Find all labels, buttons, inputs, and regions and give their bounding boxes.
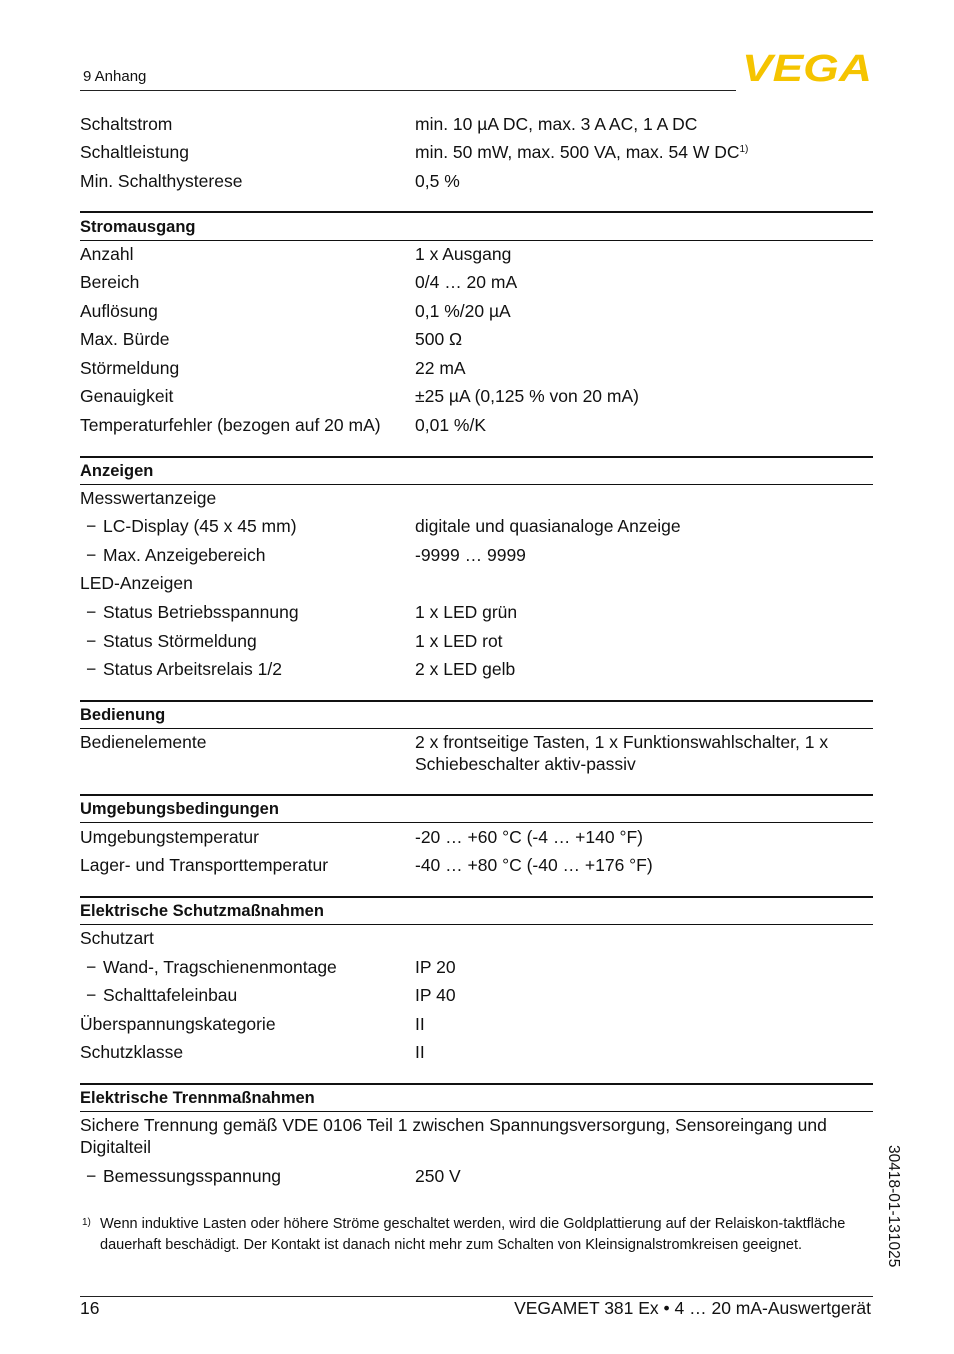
spec-key: Min. Schalthysterese <box>80 171 243 191</box>
spec-value: 22 mA <box>415 358 466 378</box>
spec-key: Anzahl <box>80 244 134 264</box>
spec-value: II <box>415 1042 425 1062</box>
document-title: VEGAMET 381 Ex • 4 … 20 mA-Auswertgerät <box>514 1298 871 1318</box>
vega-logo <box>742 50 872 84</box>
spec-value: -9999 … 9999 <box>415 545 526 565</box>
list-dash: − <box>86 545 97 565</box>
spec-key: Umgebungstemperatur <box>80 827 259 847</box>
spec-value: 0/4 … 20 mA <box>415 272 518 292</box>
spec-key: Temperaturfehler (bezogen auf 20 mA) <box>80 415 381 435</box>
spec-key <box>86 658 282 680</box>
section-rule <box>80 822 873 823</box>
list-dash: − <box>86 957 97 977</box>
spec-key-text: Max. Anzeigebereich <box>103 545 266 565</box>
spec-key <box>86 630 257 652</box>
spec-key: Schaltstrom <box>80 114 173 134</box>
spec-key: Messwertanzeige <box>80 488 217 508</box>
spec-key: Schutzart <box>80 928 154 948</box>
spec-value: 1 x Ausgang <box>415 244 512 264</box>
spec-key: Max. Bürde <box>80 329 170 349</box>
list-dash: − <box>86 659 97 679</box>
spec-key: Lager- und Transporttemperatur <box>80 855 329 875</box>
spec-key-text: Status Arbeitsrelais 1/2 <box>103 659 282 679</box>
spec-key-text: Schalttafeleinbau <box>103 985 238 1005</box>
list-dash: − <box>86 602 97 622</box>
spec-key: Bedienelemente <box>80 732 207 752</box>
section-rule <box>80 700 873 702</box>
spec-key: LED-Anzeigen <box>80 573 193 593</box>
section-rule <box>80 794 873 796</box>
logo-text: VEGA <box>742 50 872 84</box>
spec-key <box>86 601 299 623</box>
spec-value: IP 40 <box>415 985 456 1005</box>
spec-key <box>86 984 237 1006</box>
spec-key: Schutzklasse <box>80 1042 184 1062</box>
document-code: 30418-01-131025 <box>885 1145 902 1268</box>
spec-key: Genauigkeit <box>80 386 174 406</box>
spec-value: 2 x LED gelb <box>415 659 516 679</box>
spec-value: -20 … +60 °C (-4 … +140 °F) <box>415 827 643 847</box>
spec-key <box>86 1165 281 1187</box>
footnote-text: Wenn induktive Lasten oder höhere Ströme geschaltet werden, wird die Goldplattierung auf der Relaiskon-taktfläche dauerhaft beschädigt. Der Kontakt ist danach nicht mehr zum Schalten von Kleinsignalstromkreisen geeignet. <box>100 1216 846 1253</box>
spec-value: min. 10 µA DC, max. 3 A AC, 1 A DC <box>415 114 698 134</box>
spec-value-text: min. 50 mW, max. 500 VA, max. 54 W DC <box>415 142 740 162</box>
footer-rule <box>80 1296 873 1297</box>
header-section-label: 9 Anhang <box>83 68 147 85</box>
spec-key-text: Bemessungsspannung <box>103 1166 282 1186</box>
section-rule <box>80 1083 873 1085</box>
section-rule <box>80 728 873 729</box>
section-rule <box>80 896 873 898</box>
spec-key <box>86 515 297 537</box>
spec-key-text: Wand-, Tragschienenmontage <box>103 957 337 977</box>
spec-value: -40 … +80 °C (-40 … +176 °F) <box>415 855 653 875</box>
spec-value: II <box>415 1014 425 1034</box>
section-title-stromausgang: Stromausgang <box>80 218 196 236</box>
list-dash: − <box>86 516 97 536</box>
spec-key <box>86 544 265 566</box>
section-rule <box>80 211 873 213</box>
spec-key-text: LC-Display (45 x 45 mm) <box>103 516 297 536</box>
header-rule <box>80 90 736 91</box>
footnote-mark: 1) <box>82 1217 91 1228</box>
list-dash: − <box>86 631 97 651</box>
spec-value <box>415 141 873 163</box>
list-dash: − <box>86 1166 97 1186</box>
section-rule <box>80 924 873 925</box>
spec-value: digitale und quasianaloge Anzeige <box>415 516 681 536</box>
spec-key: Überspannungskategorie <box>80 1014 276 1034</box>
spec-key <box>86 956 337 978</box>
spec-value: IP 20 <box>415 957 456 977</box>
section-rule <box>80 1111 873 1112</box>
spec-value: ±25 µA (0,125 % von 20 mA) <box>415 386 639 406</box>
spec-key: Auflösung <box>80 301 158 321</box>
section-title-umgebung: Umgebungsbedingungen <box>80 800 279 818</box>
spec-key: Störmeldung <box>80 358 180 378</box>
spec-value: 1 x LED rot <box>415 631 503 651</box>
footnote-ref: 1) <box>739 144 749 155</box>
spec-value: 1 x LED grün <box>415 602 518 622</box>
spec-value: 2 x frontseitige Tasten, 1 x Funktionswahlschalter, 1 x Schiebeschalter aktiv-passiv <box>415 732 829 774</box>
spec-value: 500 Ω <box>415 329 463 349</box>
section-title-trenn: Elektrische Trennmaßnahmen <box>80 1089 315 1107</box>
section-rule <box>80 456 873 458</box>
spec-value: 0,01 %/K <box>415 415 487 435</box>
spec-value: 0,5 % <box>415 171 460 191</box>
spec-full-text: Sichere Trennung gemäß VDE 0106 Teil 1 zwischen Spannungsversorgung, Sensoreingang und Digitalteil <box>80 1115 827 1157</box>
section-title-anzeigen: Anzeigen <box>80 462 154 480</box>
spec-value: 0,1 %/20 µA <box>415 301 511 321</box>
section-title-schutz: Elektrische Schutzmaßnahmen <box>80 902 324 920</box>
spec-key-text: Status Betriebsspannung <box>103 602 299 622</box>
page-number: 16 <box>80 1298 100 1318</box>
section-rule <box>80 240 873 241</box>
spec-value: 250 V <box>415 1166 461 1186</box>
spec-key: Schaltleistung <box>80 142 189 162</box>
section-rule <box>80 484 873 485</box>
spec-key: Bereich <box>80 272 140 292</box>
spec-key-text: Status Störmeldung <box>103 631 257 651</box>
section-title-bedienung: Bedienung <box>80 706 166 724</box>
list-dash: − <box>86 985 97 1005</box>
